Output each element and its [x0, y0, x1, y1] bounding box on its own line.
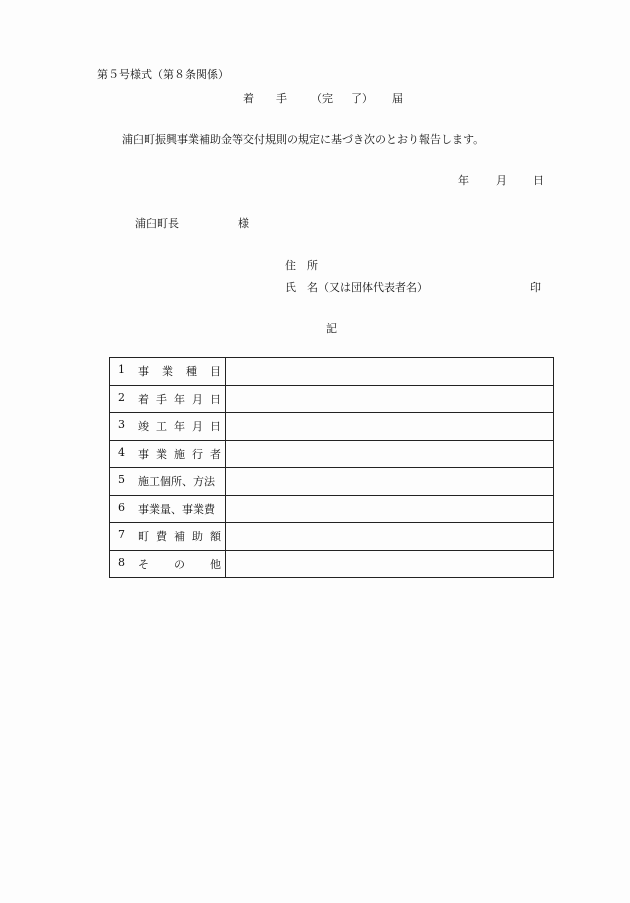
item-label-char: 事 — [138, 365, 149, 379]
table-row — [110, 440, 554, 468]
item-label — [138, 363, 221, 379]
item-label — [138, 501, 221, 517]
item-label-char: そ — [138, 557, 149, 571]
item-label-char: 月 — [192, 392, 203, 406]
item-label — [138, 446, 221, 462]
addressee — [135, 215, 249, 231]
item-label-char: 月 — [192, 420, 203, 434]
form-title — [243, 90, 403, 106]
item-label-char: 補 — [174, 530, 185, 544]
addressee-name: 浦臼町長 — [135, 217, 179, 230]
date-month-label: 月 — [496, 174, 507, 187]
item-number: 8 — [118, 555, 125, 569]
date-line — [458, 172, 544, 188]
item-label-cell — [110, 385, 226, 413]
item-value-cell[interactable] — [226, 523, 554, 551]
seal-mark: 印 — [530, 281, 541, 294]
item-label-char: 他 — [210, 557, 221, 571]
item-label-char: 施工個所、方法 — [138, 475, 215, 489]
item-label-char: 行 — [192, 447, 203, 461]
item-label-char: 日 — [210, 420, 221, 434]
item-number: 3 — [118, 418, 125, 432]
item-label-char: 費 — [156, 530, 167, 544]
form-number: 第５号様式（第８条関係） — [97, 68, 229, 81]
item-label-char: 助 — [192, 530, 203, 544]
item-label — [138, 473, 221, 489]
item-label-char: 目 — [210, 365, 221, 379]
item-label-char: 手 — [156, 392, 167, 406]
table-row — [110, 358, 554, 386]
item-label-char: 業 — [162, 365, 173, 379]
item-label-char: の — [174, 557, 185, 571]
item-label-cell — [110, 440, 226, 468]
item-label-cell — [110, 523, 226, 551]
item-number: 1 — [118, 363, 125, 377]
item-label — [138, 556, 221, 572]
ki-heading: 記 — [326, 322, 337, 335]
item-value-cell[interactable] — [226, 358, 554, 386]
item-label-cell — [110, 495, 226, 523]
item-label-char: 種 — [186, 365, 197, 379]
item-label-char: 着 — [138, 392, 149, 406]
title-char: 届 — [392, 92, 403, 105]
intro-text: 浦臼町振興事業補助金等交付規則の規定に基づき次のとおり報告します。 — [122, 133, 485, 146]
title-char: 着 — [243, 92, 254, 105]
item-value-cell[interactable] — [226, 413, 554, 441]
item-label-char: 工 — [156, 420, 167, 434]
item-label-char: 施 — [174, 447, 185, 461]
item-label-char: 年 — [174, 420, 185, 434]
item-number: 4 — [118, 445, 125, 459]
table-row — [110, 523, 554, 551]
item-label-char: 業 — [156, 447, 167, 461]
item-value-cell[interactable] — [226, 385, 554, 413]
item-number: 6 — [118, 500, 125, 514]
item-number: 5 — [118, 473, 125, 487]
title-char: 手 — [276, 92, 287, 105]
table-row — [110, 413, 554, 441]
title-char: 了） — [351, 92, 373, 105]
date-day-label: 日 — [533, 174, 544, 187]
item-label-char: 事 — [138, 447, 149, 461]
item-value-cell[interactable] — [226, 468, 554, 496]
addressee-honorific: 様 — [238, 217, 249, 230]
item-label — [138, 391, 221, 407]
name-label: 氏 名（又は団体代表者名） — [285, 281, 428, 294]
table-row — [110, 495, 554, 523]
item-label — [138, 528, 221, 544]
items-table — [109, 357, 554, 578]
table-row — [110, 385, 554, 413]
address-label: 住 所 — [285, 259, 318, 272]
item-label-char: 町 — [138, 530, 149, 544]
item-label — [138, 418, 221, 434]
item-label-char: 額 — [210, 530, 221, 544]
item-label-char: 者 — [210, 447, 221, 461]
item-value-cell[interactable] — [226, 440, 554, 468]
item-label-cell — [110, 550, 226, 578]
item-label-char: 竣 — [138, 420, 149, 434]
item-value-cell[interactable] — [226, 495, 554, 523]
item-label-cell — [110, 358, 226, 386]
item-number: 7 — [118, 528, 125, 542]
item-label-char: 事業量、事業費 — [138, 502, 215, 516]
table-row — [110, 468, 554, 496]
item-number: 2 — [118, 390, 125, 404]
item-label-char: 年 — [174, 392, 185, 406]
item-label-cell — [110, 413, 226, 441]
item-label-char: 日 — [210, 392, 221, 406]
title-char: （完 — [311, 92, 333, 105]
item-label-cell — [110, 468, 226, 496]
table-row — [110, 550, 554, 578]
date-year-label: 年 — [458, 174, 469, 187]
item-value-cell[interactable] — [226, 550, 554, 578]
